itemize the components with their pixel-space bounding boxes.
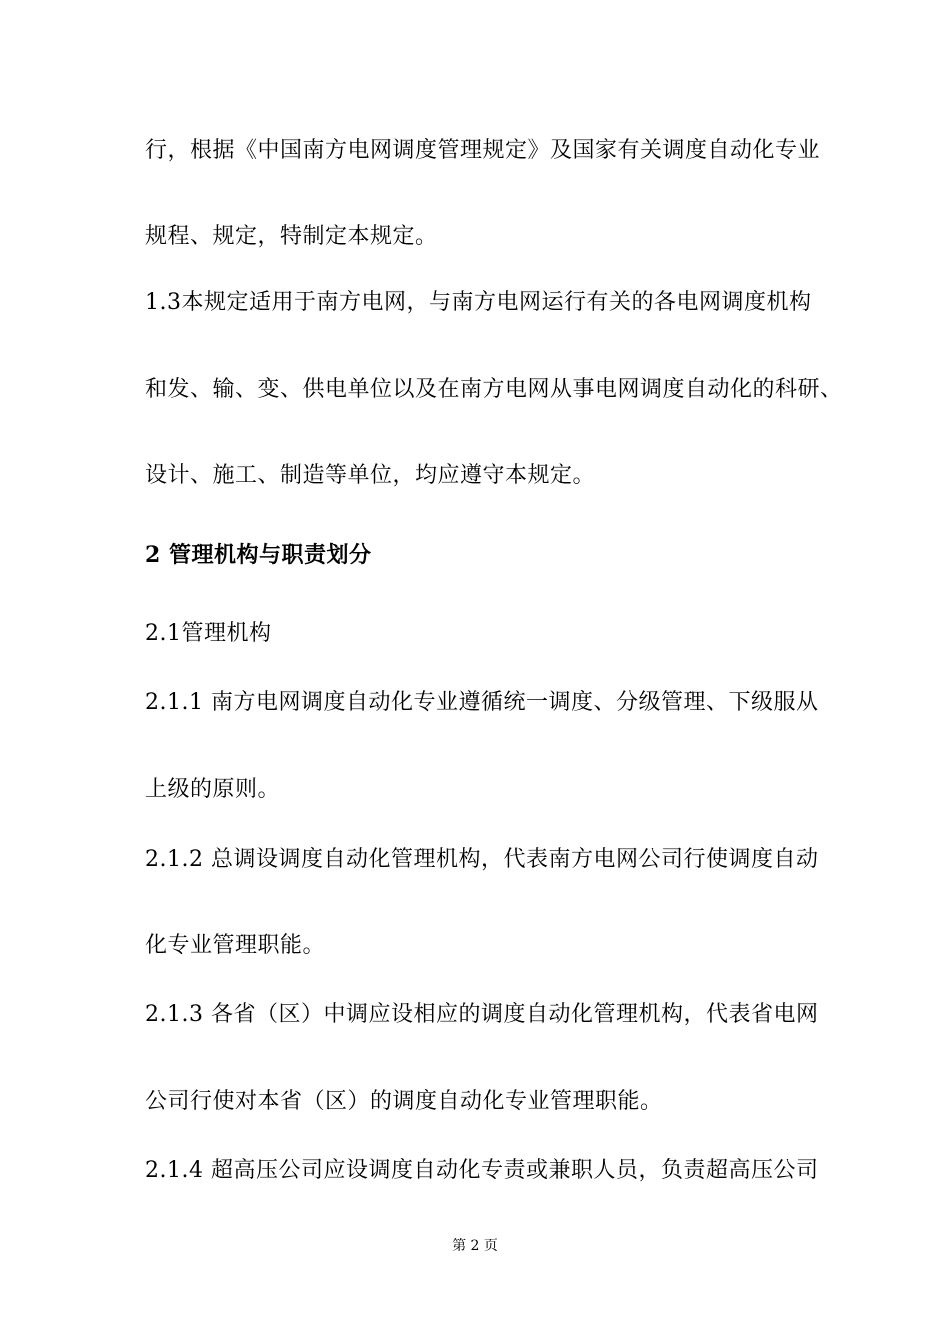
section-heading: 2 管理机构与职责划分 — [145, 542, 372, 568]
body-text-line: 和发、输、变、供电单位以及在南方电网从事电网调度自动化的科研、 — [145, 377, 843, 402]
body-text-line: 规程、规定，特制定本规定。 — [145, 224, 438, 249]
clause-2-1-1-text: 2.1.1 南方电网调度自动化专业遵循统一调度、分级管理、下级服从 — [145, 690, 819, 715]
clause-2-1-4-text: 2.1.4 超高压公司应设调度自动化专责或兼职人员，负责超高压公司 — [145, 1158, 819, 1183]
clause-2-1-2-text: 2.1.2 总调设调度自动化管理机构，代表南方电网公司行使调度自动 — [145, 847, 819, 872]
body-text-line: 化专业管理职能。 — [145, 933, 326, 958]
subsection-heading: 2.1管理机构 — [145, 621, 272, 646]
page-number-footer: 第 2 页 — [452, 1238, 498, 1254]
clause-2-1-3-text: 2.1.3 各省（区）中调应设相应的调度自动化管理机构，代表省电网 — [145, 1002, 819, 1027]
body-text-line: 行，根据《中国南方电网调度管理规定》及国家有关调度自动化专业 — [145, 138, 821, 163]
clause-1-3-text: 1.3本规定适用于南方电网，与南方电网运行有关的各电网调度机构 — [145, 290, 812, 315]
body-text-line: 公司行使对本省（区）的调度自动化专业管理职能。 — [145, 1089, 663, 1114]
body-text-line: 设计、施工、制造等单位，均应遵守本规定。 — [145, 463, 596, 488]
body-text-line: 上级的原则。 — [145, 777, 281, 802]
